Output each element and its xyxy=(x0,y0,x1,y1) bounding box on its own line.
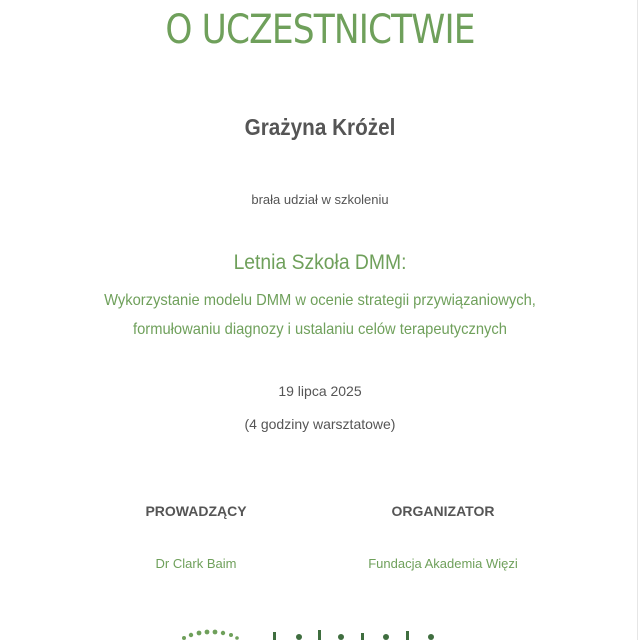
course-duration: (4 godziny warsztatowe) xyxy=(244,416,396,432)
certificate-title: O UCZESTNICTWIE xyxy=(165,7,475,53)
organizer-name: Fundacja Akademia Więzi xyxy=(368,556,518,571)
course-subtitle-line-1: Wykorzystanie modelu DMM w ocenie strategii przywiązaniowych, xyxy=(104,292,536,309)
instructor-name: Dr Clark Baim xyxy=(155,556,237,571)
page-edge-divider xyxy=(637,0,638,640)
leaf-dots-logo-icon xyxy=(178,626,458,640)
course-subtitle-line-2: formułowaniu diagnozy i ustalaniu celów terapeutycznych xyxy=(133,321,507,338)
course-subtitle xyxy=(26,286,615,344)
recipient-name: Grażyna Króżel xyxy=(244,114,396,140)
participation-text: brała udział w szkoleniu xyxy=(251,192,389,207)
organizer-heading: ORGANIZATOR xyxy=(391,503,495,519)
course-date: 19 lipca 2025 xyxy=(278,383,362,399)
instructor-heading: PROWADZĄCY xyxy=(145,503,247,519)
course-name: Letnia Szkoła DMM: xyxy=(233,251,407,274)
